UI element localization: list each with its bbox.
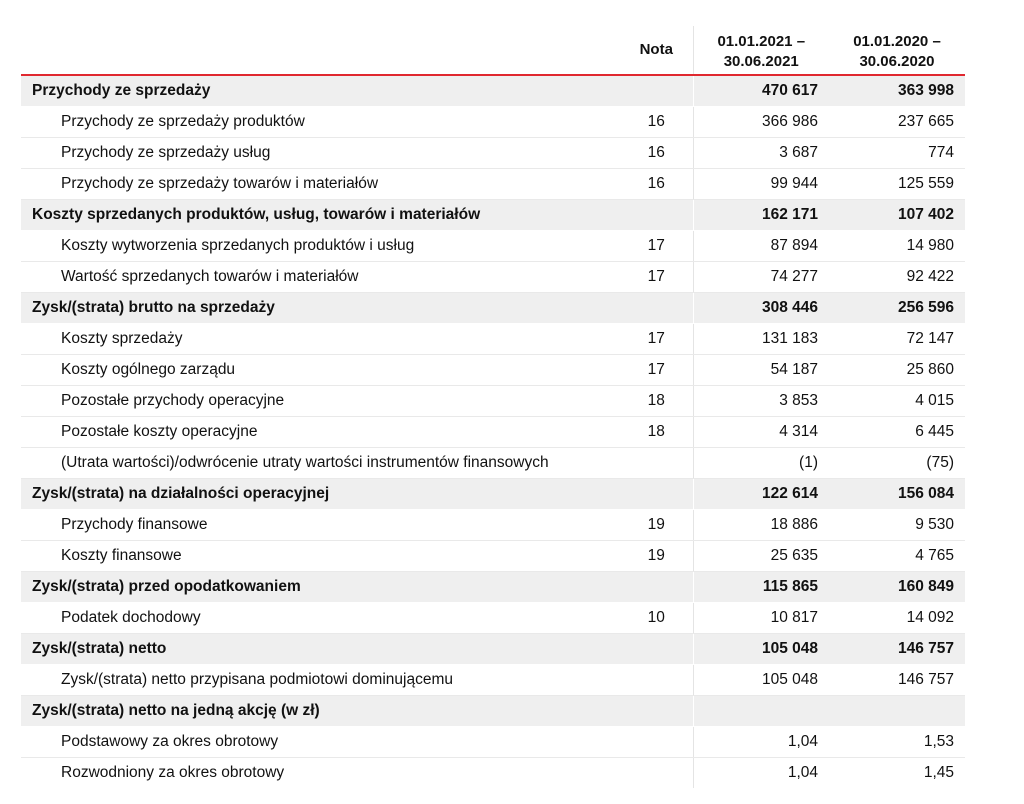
row-label: Koszty sprzedanych produktów, usług, towarów i materiałów — [21, 200, 620, 231]
row-value-2020: 1,53 — [829, 727, 965, 758]
row-note: 18 — [620, 386, 693, 417]
row-value-2020: 14 092 — [829, 603, 965, 634]
row-value-2021: 4 314 — [693, 417, 829, 448]
row-value-2021: 1,04 — [693, 758, 829, 789]
row-value-2020: 160 849 — [829, 572, 965, 603]
row-value-2021: 131 183 — [693, 324, 829, 355]
table-row — [21, 355, 965, 386]
row-label: Zysk/(strata) netto przypisana podmiotowi dominującemu — [21, 665, 620, 696]
row-label: Pozostałe koszty operacyjne — [21, 417, 620, 448]
header-label-cell — [21, 26, 620, 75]
row-note — [620, 479, 693, 510]
row-value-2021: 1,04 — [693, 727, 829, 758]
row-label: Zysk/(strata) netto na jedną akcję (w zł) — [21, 696, 620, 727]
row-note — [620, 572, 693, 603]
row-value-2021: 18 886 — [693, 510, 829, 541]
row-note — [620, 696, 693, 727]
row-value-2020 — [829, 696, 965, 727]
row-value-2020: 6 445 — [829, 417, 965, 448]
row-value-2021 — [693, 696, 829, 727]
row-label: Zysk/(strata) na działalności operacyjnej — [21, 479, 620, 510]
row-value-2021: 10 817 — [693, 603, 829, 634]
row-value-2020: 25 860 — [829, 355, 965, 386]
table-row — [21, 231, 965, 262]
table-row — [21, 417, 965, 448]
header-period-2021-start: 01.01.2021 – — [717, 33, 806, 50]
row-note: 18 — [620, 417, 693, 448]
row-value-2021: 99 944 — [693, 169, 829, 200]
row-value-2021: 3 687 — [693, 138, 829, 169]
row-label: Rozwodniony za okres obrotowy — [61, 764, 285, 781]
table-row — [21, 169, 965, 200]
table-row-total — [21, 293, 965, 324]
row-note: 17 — [620, 355, 693, 386]
row-label: Przychody ze sprzedaży — [21, 75, 620, 107]
table-row — [21, 510, 965, 541]
row-value-2020: 156 084 — [829, 479, 965, 510]
row-value-2021: 366 986 — [693, 107, 829, 138]
row-value-2021: 115 865 — [693, 572, 829, 603]
row-note — [620, 200, 693, 231]
row-note — [620, 727, 693, 758]
row-value-2020: 4 765 — [829, 541, 965, 572]
table-row-total — [21, 479, 965, 510]
row-value-2021: 105 048 — [693, 634, 829, 665]
row-label: Zysk/(strata) netto — [21, 634, 620, 665]
row-value-2021: 3 853 — [693, 386, 829, 417]
table-row — [21, 386, 965, 417]
row-label: Przychody finansowe — [21, 510, 620, 541]
table-row — [21, 665, 965, 696]
row-label: (Utrata wartości)/odwrócenie utraty wartości instrumentów finansowych — [21, 448, 620, 479]
row-value-2021: 105 048 — [693, 665, 829, 696]
income-statement-table — [21, 26, 965, 788]
table-row — [21, 727, 965, 758]
row-label: Wartość sprzedanych towarów i materiałów — [21, 262, 620, 293]
row-value-2020: (75) — [829, 448, 965, 479]
table-row — [21, 541, 965, 572]
row-label: Pozostałe przychody operacyjne — [21, 386, 620, 417]
header-period-2020-end: 30.06.2020 — [859, 53, 935, 70]
table-row-total — [21, 634, 965, 665]
table-row — [21, 758, 965, 789]
row-value-2021: 87 894 — [693, 231, 829, 262]
row-value-2020: 146 757 — [829, 665, 965, 696]
row-value-2020: 237 665 — [829, 107, 965, 138]
header-period-2020-start: 01.01.2020 – — [853, 33, 941, 50]
row-note: 17 — [620, 262, 693, 293]
table-row-total — [21, 200, 965, 231]
row-value-2020: 146 757 — [829, 634, 965, 665]
table-body — [21, 75, 965, 788]
row-value-2020: 107 402 — [829, 200, 965, 231]
table-row — [21, 448, 965, 479]
row-value-2020: 256 596 — [829, 293, 965, 324]
row-value-2020: 9 530 — [829, 510, 965, 541]
header-period-2021 — [693, 26, 829, 75]
table-row-total — [21, 696, 965, 727]
row-value-2021: 25 635 — [693, 541, 829, 572]
row-note: 16 — [620, 107, 693, 138]
row-label: Koszty ogólnego zarządu — [21, 355, 620, 386]
header-row — [21, 26, 965, 75]
row-note: 17 — [620, 324, 693, 355]
row-note — [620, 75, 693, 107]
row-value-2020: 72 147 — [829, 324, 965, 355]
table-row-total — [21, 572, 965, 603]
row-note — [620, 634, 693, 665]
row-value-2020: 1,45 — [923, 764, 954, 781]
row-note: 10 — [620, 603, 693, 634]
row-label: Koszty wytworzenia sprzedanych produktów i usług — [21, 231, 620, 262]
row-value-2020: 92 422 — [829, 262, 965, 293]
row-value-2021: 54 187 — [693, 355, 829, 386]
header-period-2020 — [829, 26, 965, 75]
income-statement — [21, 26, 965, 788]
row-note: 17 — [620, 231, 693, 262]
row-note: 16 — [620, 169, 693, 200]
row-value-2021: 308 446 — [693, 293, 829, 324]
row-value-2020: 4 015 — [829, 386, 965, 417]
row-note: 16 — [620, 138, 693, 169]
table-row — [21, 324, 965, 355]
row-note: 19 — [620, 510, 693, 541]
row-label: Przychody ze sprzedaży produktów — [21, 107, 620, 138]
table-header — [21, 26, 965, 75]
row-label: Podatek dochodowy — [21, 603, 620, 634]
row-label: Zysk/(strata) przed opodatkowaniem — [21, 572, 620, 603]
row-value-2020: 363 998 — [829, 75, 965, 107]
row-note — [620, 665, 693, 696]
table-row — [21, 138, 965, 169]
row-value-2020: 774 — [829, 138, 965, 169]
table-row — [21, 107, 965, 138]
row-value-2021: 122 614 — [693, 479, 829, 510]
row-label: Przychody ze sprzedaży usług — [21, 138, 620, 169]
row-value-2021: 74 277 — [693, 262, 829, 293]
row-label: Zysk/(strata) brutto na sprzedaży — [21, 293, 620, 324]
row-value-2021: (1) — [693, 448, 829, 479]
row-value-2021: 162 171 — [693, 200, 829, 231]
row-note — [620, 448, 693, 479]
header-note: Nota — [620, 26, 693, 75]
row-note — [620, 293, 693, 324]
table-row — [21, 603, 965, 634]
row-label: Koszty finansowe — [21, 541, 620, 572]
row-label: Koszty sprzedaży — [21, 324, 620, 355]
row-value-2021: 470 617 — [693, 75, 829, 107]
header-period-2021-end: 30.06.2021 — [723, 53, 799, 70]
row-note: 19 — [620, 541, 693, 572]
row-note — [620, 758, 693, 789]
row-label: Podstawowy za okres obrotowy — [21, 727, 620, 758]
row-value-2020: 14 980 — [829, 231, 965, 262]
row-label: Przychody ze sprzedaży towarów i materiałów — [21, 169, 620, 200]
table-row — [21, 262, 965, 293]
table-row-total — [21, 75, 965, 107]
row-value-2020: 125 559 — [829, 169, 965, 200]
